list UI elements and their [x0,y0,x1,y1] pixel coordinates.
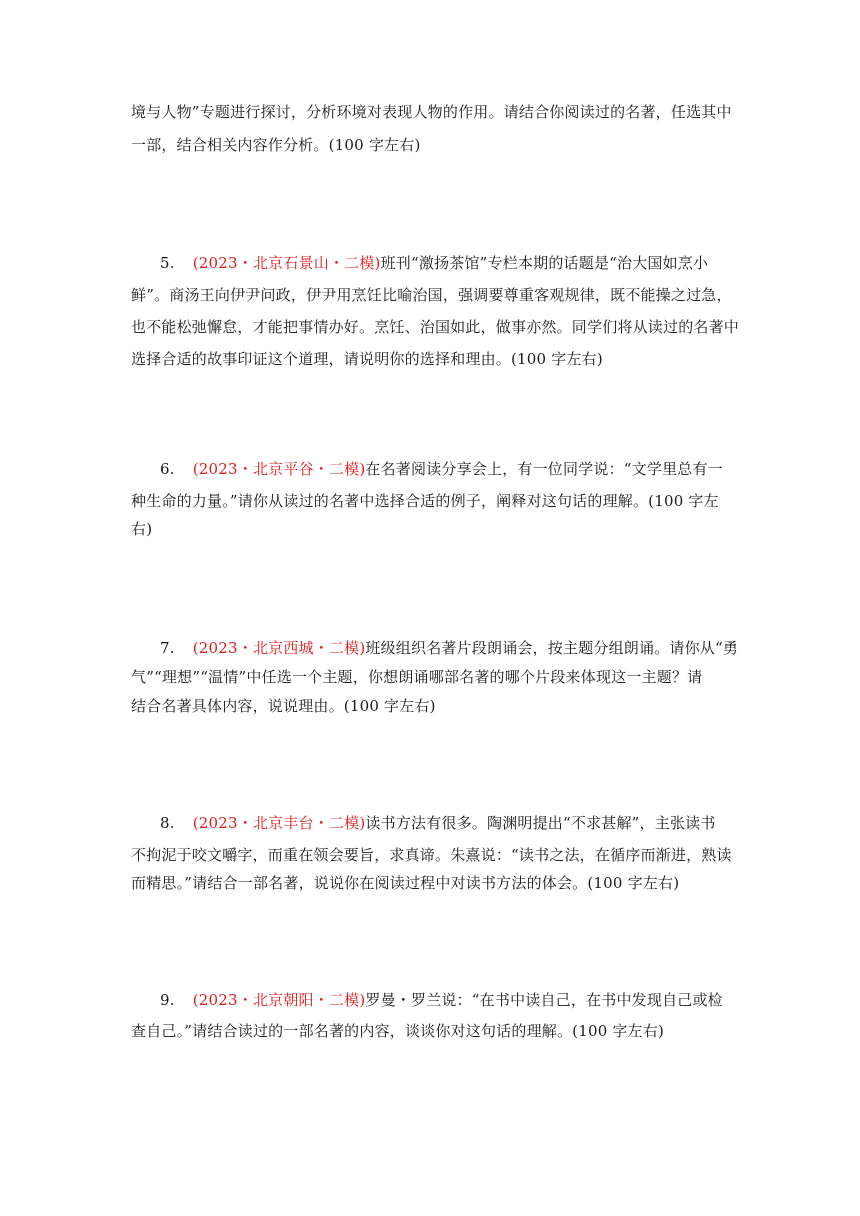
question-source: (2023・北京石景山・二模) [192,254,381,272]
question-source: (2023・北京西城・二模) [192,639,366,657]
question-text: 在名著阅读分享会上，有一位同学说：“文学里总有一 [365,460,723,478]
question-source: (2023・北京平谷・二模) [192,460,366,478]
question-7-line: 气”“理想”“温情”中任选一个主题，你想朗诵哪部名著的哪个片段来体现这一主题？请 [131,668,703,686]
question-text: 罗曼・罗兰说：“在书中读自己，在书中发现自己或检 [365,991,723,1009]
question-8-line: 而精思。”请结合一部名著，说说你在阅读过程中对读书方法的体会。(100 字左右) [131,874,680,892]
question-number: 8. [160,814,175,832]
question-text: 读书方法有很多。陶渊明提出“不求甚解”，主张读书 [365,814,716,832]
intro-line-1: 境与人物”专题进行探讨，分析环境对表现人物的作用。请结合你阅读过的名著，任选其中 [131,103,732,121]
question-source: (2023・北京朝阳・二模) [192,991,366,1009]
question-5-line: 鲜”。商汤王向伊尹问政，伊尹用烹饪比喻治国，强调要尊重客观规律，既不能操之过急， [131,286,732,304]
question-number: 6. [160,460,175,478]
question-7-line: 结合名著具体内容，说说理由。(100 字左右) [131,697,436,715]
intro-line-2: 一部，结合相关内容作分析。(100 字左右) [131,136,421,154]
question-8-line: 不拘泥于咬文嚼字，而重在领会要旨，求真谛。朱熹说：“读书之法，在循序而渐进，熟读 [131,846,732,864]
question-9-first-line [160,991,760,1010]
question-5-line: 也不能松弛懈怠，才能把事情办好。烹饪、治国如此，做事亦然。同学们将从读过的名著中 [131,318,740,336]
question-7-first-line [160,639,760,658]
question-5-line: 选择合适的故事印证这个道理，请说明你的选择和理由。(100 字左右) [131,350,603,368]
question-number: 9. [160,991,175,1009]
question-source: (2023・北京丰台・二模) [192,814,366,832]
question-8-first-line [160,814,760,833]
question-5-first-line [160,254,760,273]
question-6-line: 种生命的力量。”请你从读过的名著中选择合适的例子，阐释对这句话的理解。(100 字左 [131,492,719,510]
question-6-line: 右) [131,520,153,538]
question-text: 班级组织名著片段朗诵会，按主题分组朗诵。请你从“勇 [365,639,739,657]
question-9-line: 查自己。”请结合读过的一部名著的内容，谈谈你对这句话的理解。(100 字左右) [131,1022,665,1040]
question-number: 5. [160,254,175,272]
question-text: 班刊“激扬茶馆”专栏本期的话题是“治大国如烹小 [380,254,709,272]
question-6-first-line [160,460,760,479]
question-number: 7. [160,639,175,657]
